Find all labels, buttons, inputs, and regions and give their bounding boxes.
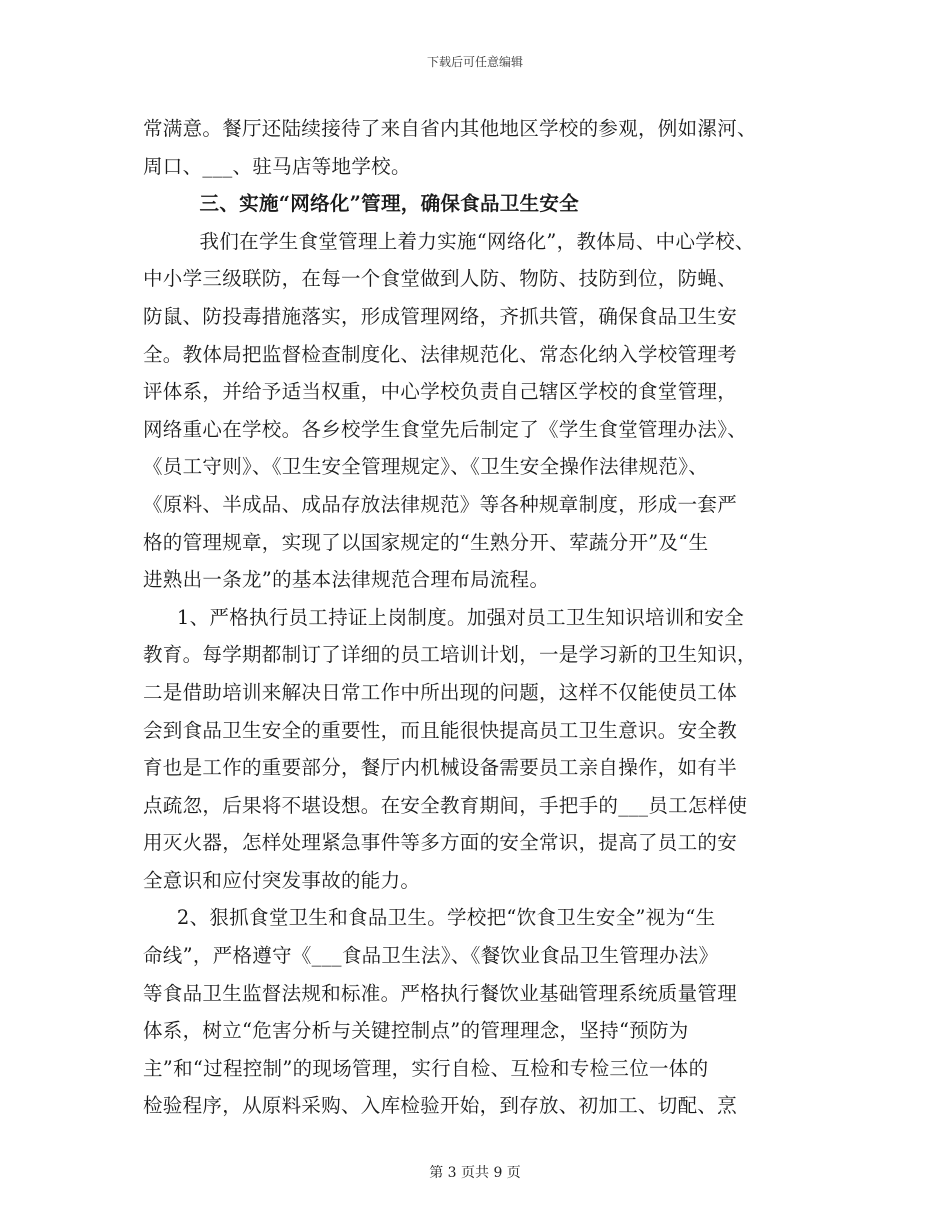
- text-line: 教育。每学期都制订了详细的员工培训计划，一是学习新的卫生知识，: [143, 643, 757, 667]
- text-line: 会到食品卫生安全的重要性，而且能很快提高员工卫生意识。安全教: [143, 718, 738, 742]
- text-line: 我们在学生食堂管理上着力实施“网络化”，教体局、中心学校、: [199, 229, 755, 253]
- text-line: 《员工守则》、《卫生安全管理规定》、《卫生安全操作法律规范》、: [143, 455, 709, 479]
- text-line: 评体系，并给予适当权重，中心学校负责自己辖区学校的食堂管理，: [143, 380, 738, 404]
- text-line: 格的管理规章，实现了以国家规定的“生熟分开、荤蔬分开”及“生: [143, 530, 709, 554]
- text-line: 2、狠抓食堂卫生和食品卫生。学校把“饮食卫生安全”视为“生: [176, 906, 716, 930]
- text-line: 命线”，严格遵守《___食品卫生法》、《餐饮业食品卫生管理办法》: [143, 944, 719, 968]
- text-line: 等食品卫生监督法规和标准。严格执行餐饮业基础管理系统质量管理: [143, 981, 738, 1005]
- page-footer: 第 3 页共 9 页: [429, 1165, 521, 1181]
- section-heading: 三、实施“网络化”管理，确保食品卫生安全: [199, 192, 579, 216]
- page-header: 下载后可任意编辑: [426, 55, 523, 69]
- document-body: [143, 110, 803, 1125]
- text-line: 防鼠、防投毒措施落实，形成管理网络，齐抓共管，确保食品卫生安: [143, 304, 738, 328]
- text-line: 常满意。餐厅还陆续接待了来自省内其他地区学校的参观，例如漯河、: [143, 117, 757, 140]
- text-line: 点疏忽，后果将不堪设想。在安全教育期间，手把手的___员工怎样使: [143, 793, 748, 817]
- text-line: 体系，树立“危害分析与关键控制点”的管理理念，坚持“预防为: [143, 1019, 689, 1043]
- text-line: 网络重心在学校。各乡校学生食堂先后制定了《学生食堂管理办法》、: [143, 417, 748, 441]
- text-line: 中小学三级联防，在每一个食堂做到人防、物防、技防到位，防蝇、: [143, 267, 738, 291]
- text-line: 《原料、半成品、成品存放法律规范》等各种规章制度，形成一套严: [143, 492, 738, 516]
- text-line: 检验程序，从原料采购、入库检验开始，到存放、初加工、切配、烹: [143, 1094, 738, 1118]
- text-line: 1、严格执行员工持证上岗制度。加强对员工卫生知识培训和安全: [176, 605, 745, 629]
- text-line: 全意识和应付突发事故的能力。: [143, 868, 421, 892]
- text-line: 进熟出一条龙”的基本法律规范合理布局流程。: [143, 568, 550, 592]
- text-line: 二是借助培训来解决日常工作中所出现的问题，这样不仅能使员工体: [143, 680, 738, 704]
- text-line: 主”和“过程控制”的现场管理，实行自检、互检和专检三位一体的: [143, 1056, 709, 1080]
- text-line: 周口、___、驻马店等地学校。: [143, 154, 411, 178]
- text-line: 用灭火器，怎样处理紧急事件等多方面的安全常识，提高了员工的安: [143, 831, 738, 855]
- text-line: 育也是工作的重要部分，餐厅内机械设备需要员工亲自操作，如有半: [143, 756, 738, 780]
- text-line: 全。教体局把监督检查制度化、法律规范化、常态化纳入学校管理考: [143, 342, 738, 366]
